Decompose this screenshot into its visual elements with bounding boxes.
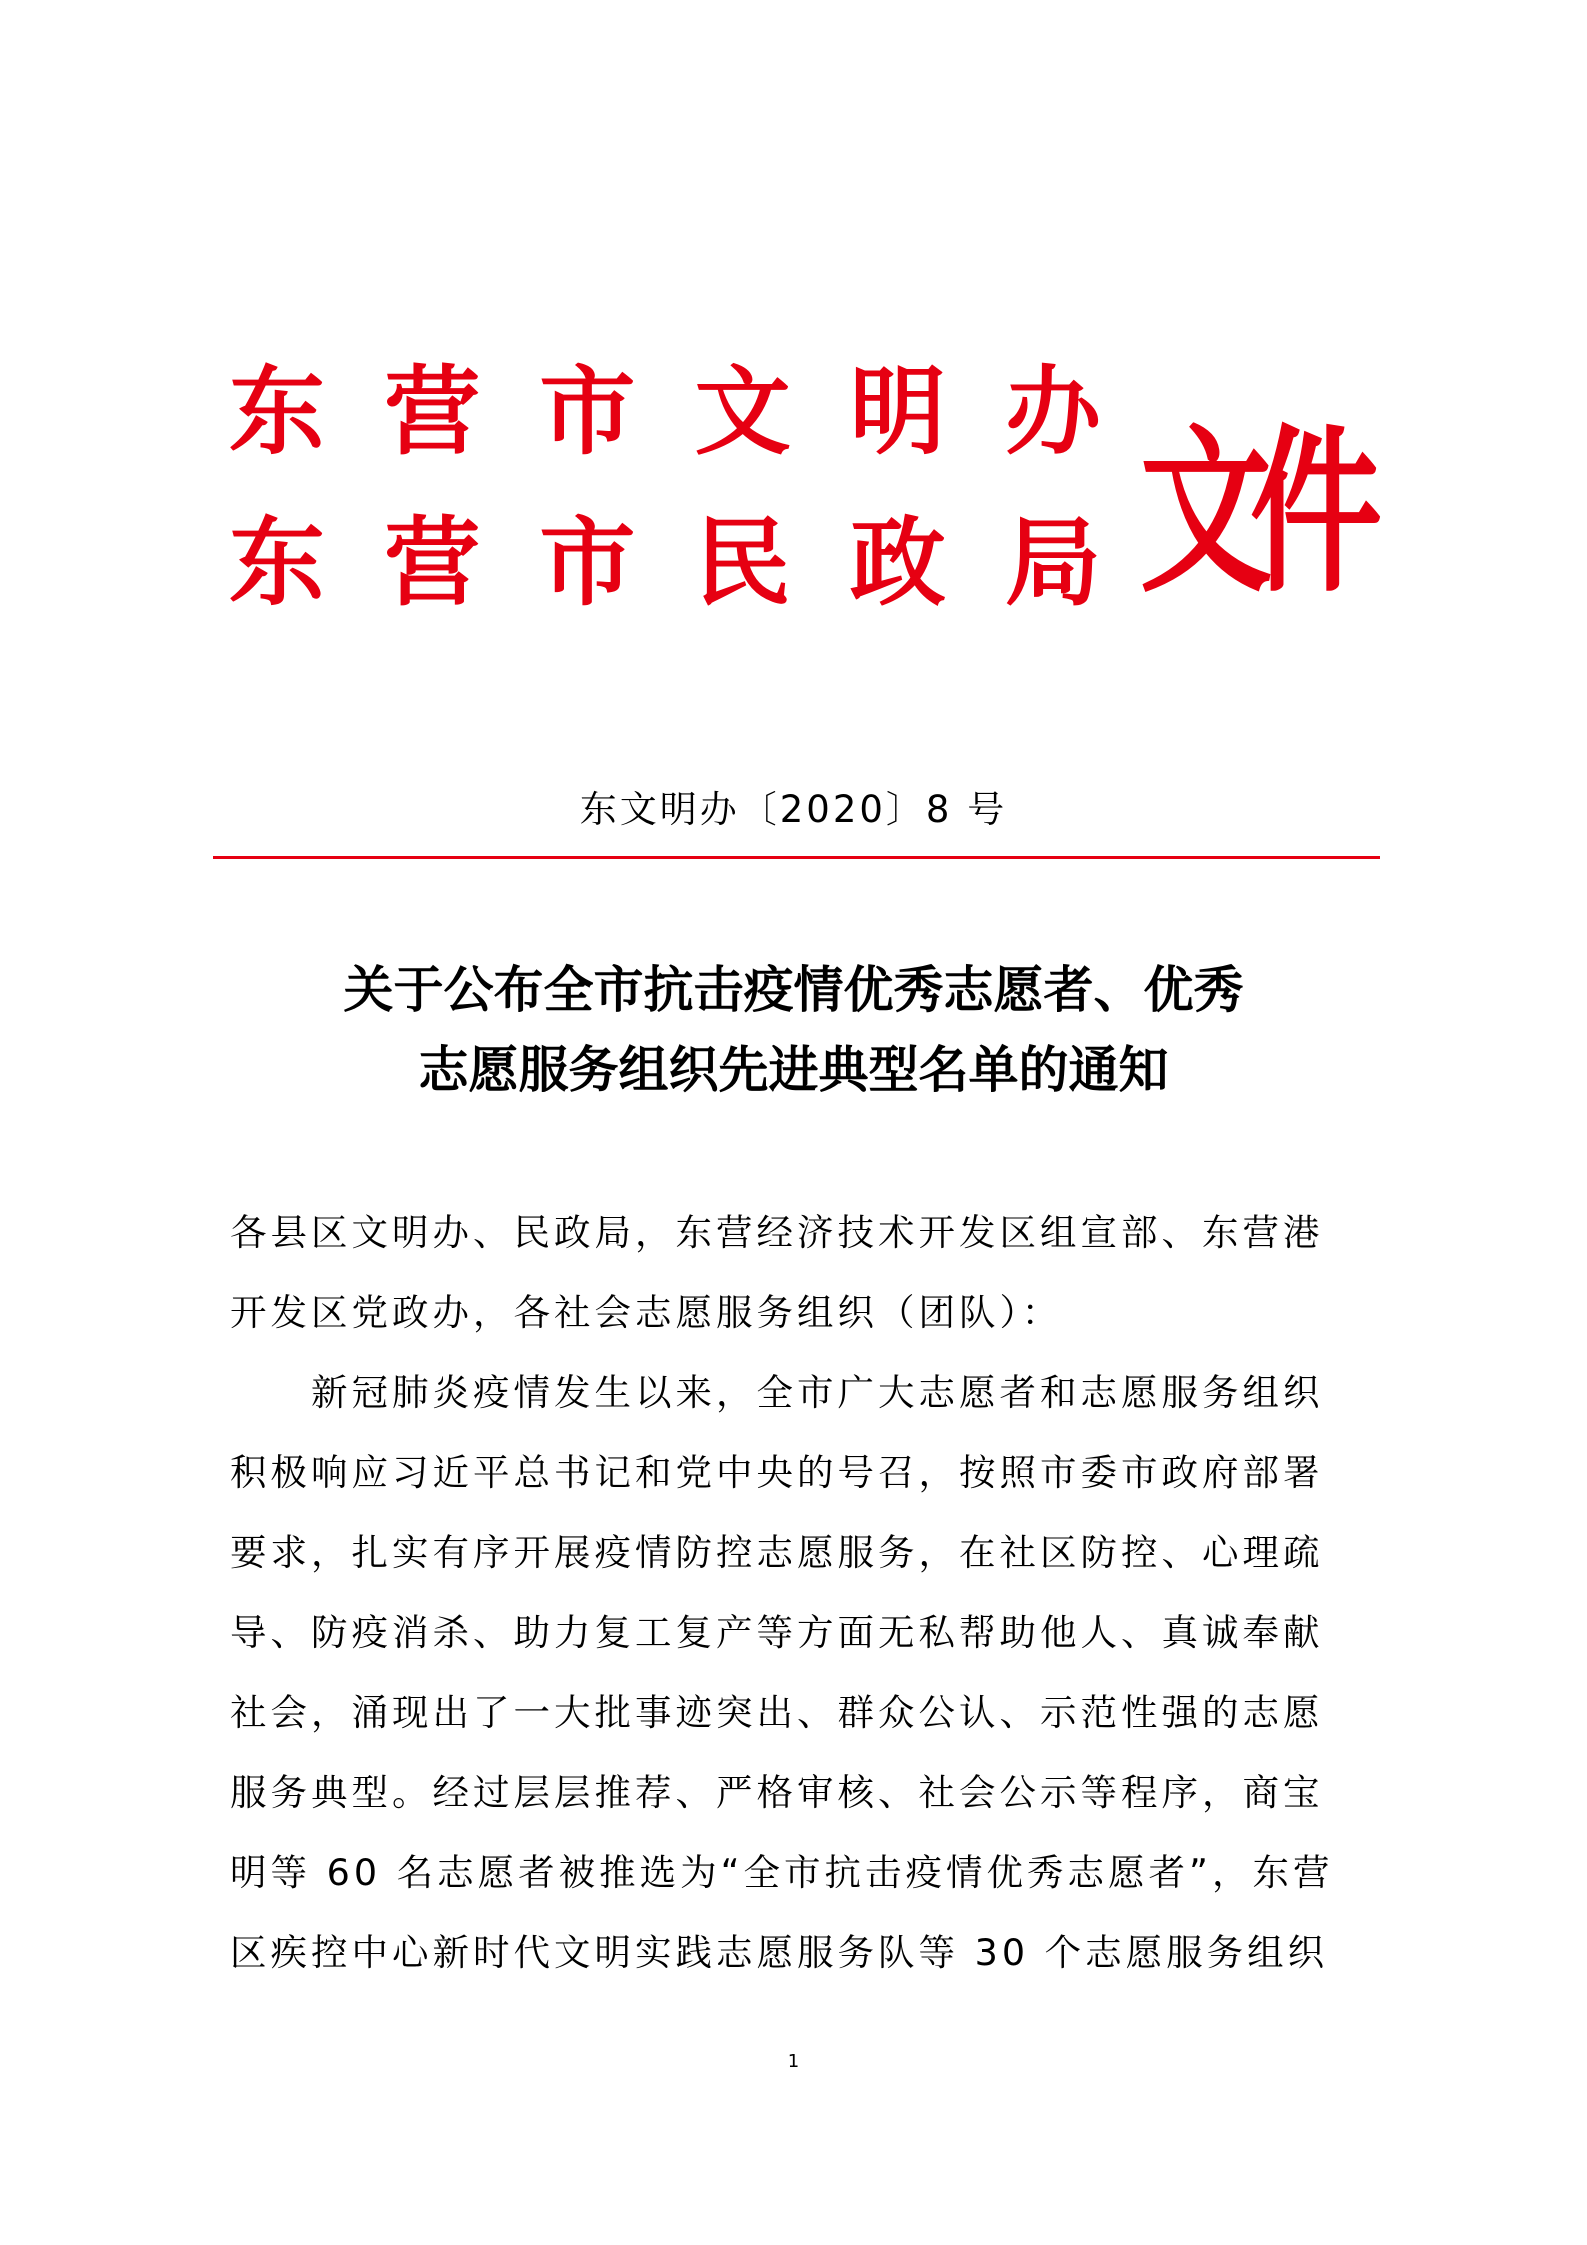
issuer-char: 政 (849, 506, 946, 619)
body-text-line: 新冠肺炎疫情发生以来，全市广大志愿者和志愿服务组织 (230, 1371, 1324, 1414)
body-text-line: 社会，涌现出了一大批事迹突出、群众公认、示范性强的志愿 (230, 1691, 1324, 1734)
document-number: 东文明办〔2020〕8 号 (579, 788, 1008, 831)
notice-title-line-1: 关于公布全市抗击疫情优秀志愿者、优秀 (343, 960, 1244, 1019)
body-text-line: 导、防疫消杀、助力复工复产等方面无私帮助他人、真诚奉献 (230, 1611, 1324, 1654)
issuer-char: 市 (539, 355, 636, 468)
body-text-line: 开发区党政办，各社会志愿服务组织（团队）： (230, 1291, 1063, 1334)
issuer-char: 东 (229, 506, 325, 619)
issuer-char: 明 (849, 355, 946, 468)
document-type-label: 文件 (1140, 408, 1360, 618)
issuer-name-line-1 (225, 357, 1105, 467)
issuer-char: 市 (539, 506, 636, 619)
issuer-name-line-2 (225, 508, 1105, 618)
body-text-line: 要求，扎实有序开展疫情防控志愿服务，在社区防控、心理疏 (230, 1531, 1324, 1574)
body-text-line: 积极响应习近平总书记和党中央的号召，按照市委市政府部署 (230, 1451, 1324, 1494)
body-text-line: 明等 60 名志愿者被推选为“全市抗击疫情优秀志愿者”，东营 (230, 1851, 1334, 1894)
issuer-char: 东 (229, 355, 325, 468)
body-text-line: 各县区文明办、民政局，东营经济技术开发区组宣部、东营港 (230, 1211, 1324, 1254)
issuer-char: 办 (1004, 355, 1101, 468)
body-text-line: 区疾控中心新时代文明实践志愿服务队等 30 个志愿服务组织 (230, 1931, 1329, 1974)
issuer-char: 文 (694, 355, 791, 468)
issuer-char: 营 (384, 355, 481, 468)
notice-title-line-2: 志愿服务组织先进典型名单的通知 (418, 1040, 1169, 1099)
red-header-rule (213, 856, 1380, 859)
issuer-char: 局 (1004, 506, 1101, 619)
issuer-char: 营 (384, 506, 481, 619)
issuer-char: 民 (694, 506, 791, 619)
body-text-line: 服务典型。经过层层推荐、严格审核、社会公示等程序，商宝 (230, 1771, 1324, 1814)
page-number: 1 (787, 2051, 800, 2072)
